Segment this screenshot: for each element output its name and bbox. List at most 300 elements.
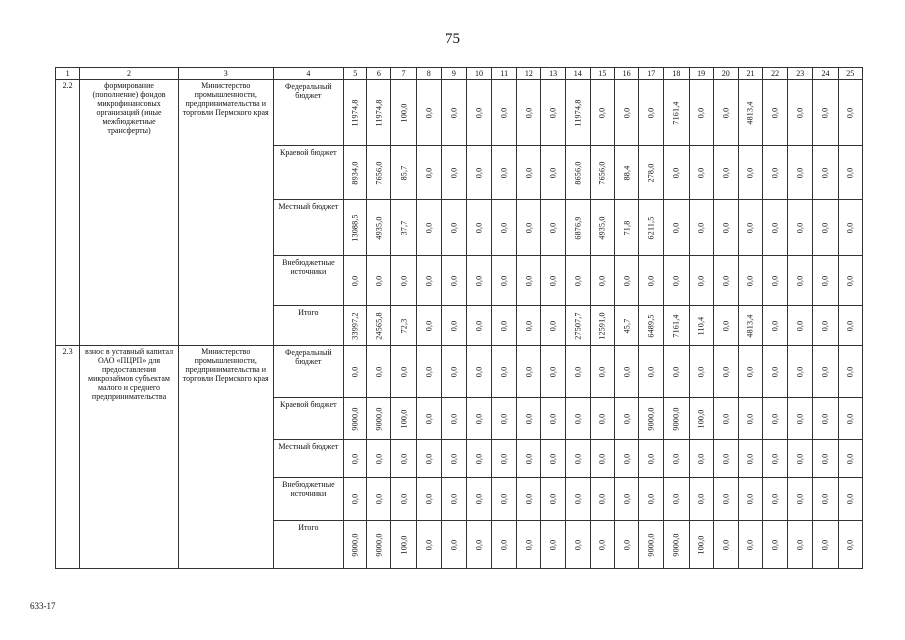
value-cell [466, 440, 491, 478]
cell-value: 0,0 [597, 107, 607, 118]
cell-value: 0,0 [597, 453, 607, 464]
cell-value: 0,0 [548, 107, 558, 118]
cell-value: 11974,8 [374, 98, 384, 127]
value-cell [639, 478, 664, 521]
cell-value: 0,0 [424, 493, 434, 505]
cell-value: 0,0 [770, 493, 780, 505]
value-cell [639, 256, 664, 306]
cell-value: 0,0 [449, 366, 459, 377]
cell-value: 100,0 [696, 409, 706, 428]
column-number: 16 [615, 68, 639, 80]
cell-value: 0,0 [820, 107, 830, 118]
cell-value: 0,0 [474, 107, 484, 118]
value-cell [367, 80, 391, 146]
value-cell [590, 306, 614, 346]
cell-value: 45,7 [622, 318, 632, 333]
value-cell [713, 346, 738, 398]
cell-value: 0,0 [573, 539, 583, 550]
cell-value: 8934,0 [350, 160, 360, 185]
value-cell [639, 440, 664, 478]
funding-source: Федеральный бюджет [273, 80, 344, 146]
column-number: 24 [813, 68, 838, 80]
cell-value: 0,0 [548, 413, 558, 424]
value-cell [441, 306, 466, 346]
cell-value: 0,0 [721, 413, 731, 424]
value-cell [517, 80, 541, 146]
column-number: 8 [416, 68, 441, 80]
value-cell [713, 256, 738, 306]
cell-value: 0,0 [820, 413, 830, 424]
value-cell [838, 478, 862, 521]
cell-value: 0,0 [721, 167, 731, 178]
cell-value: 0,0 [548, 320, 558, 331]
value-cell [615, 200, 639, 256]
value-cell [838, 146, 862, 200]
cell-value: 0,0 [622, 366, 632, 377]
value-cell [590, 200, 614, 256]
value-cell [838, 440, 862, 478]
value-cell [541, 478, 565, 521]
cell-value: 9000,0 [646, 406, 656, 431]
value-cell [590, 398, 614, 440]
cell-value: 0,0 [524, 453, 534, 464]
cell-value: 7656,0 [597, 160, 607, 185]
cell-value: 0,0 [524, 539, 534, 550]
value-cell [344, 440, 367, 478]
cell-value: 0,0 [350, 493, 360, 505]
value-cell [367, 478, 391, 521]
cell-value: 0,0 [795, 539, 805, 550]
value-cell [565, 521, 590, 569]
value-cell [344, 398, 367, 440]
cell-value: 4813,4 [745, 100, 755, 125]
cell-value: 0,0 [597, 539, 607, 550]
value-cell [615, 521, 639, 569]
cell-value: 0,0 [499, 275, 509, 286]
cell-value: 0,0 [424, 275, 434, 286]
cell-value: 88,4 [622, 165, 632, 180]
value-cell [391, 200, 416, 256]
cell-value: 0,0 [548, 453, 558, 464]
cell-value: 0,0 [795, 275, 805, 286]
value-cell [517, 440, 541, 478]
cell-value: 6489,5 [646, 313, 656, 338]
cell-value: 0,0 [795, 222, 805, 233]
value-cell [639, 80, 664, 146]
value-cell [416, 346, 441, 398]
cell-value: 0,0 [622, 493, 632, 505]
cell-value: 0,0 [671, 167, 681, 178]
value-cell [838, 346, 862, 398]
cell-value: 0,0 [646, 493, 656, 505]
value-cell [441, 200, 466, 256]
cell-value: 0,0 [820, 539, 830, 550]
value-cell [391, 146, 416, 200]
value-cell [813, 478, 838, 521]
cell-value: 0,0 [770, 453, 780, 464]
cell-value: 9000,0 [350, 406, 360, 431]
cell-value: 0,0 [696, 107, 706, 118]
value-cell [615, 398, 639, 440]
value-cell [813, 146, 838, 200]
cell-value: 100,0 [399, 103, 409, 122]
value-cell [466, 80, 491, 146]
value-cell [492, 521, 517, 569]
value-cell [367, 306, 391, 346]
value-cell [517, 200, 541, 256]
value-cell [615, 256, 639, 306]
cell-value: 0,0 [721, 222, 731, 233]
value-cell [615, 146, 639, 200]
value-cell [541, 80, 565, 146]
value-cell [615, 80, 639, 146]
cell-value: 0,0 [696, 167, 706, 178]
column-number: 22 [763, 68, 788, 80]
cell-value: 0,0 [573, 275, 583, 286]
value-cell [763, 146, 788, 200]
value-cell [689, 478, 713, 521]
value-cell [713, 478, 738, 521]
value-cell [344, 200, 367, 256]
cell-value: 0,0 [524, 366, 534, 377]
cell-value: 0,0 [820, 222, 830, 233]
cell-value: 0,0 [374, 366, 384, 377]
cell-value: 71,8 [622, 220, 632, 235]
cell-value: 0,0 [745, 275, 755, 286]
value-cell [813, 398, 838, 440]
cell-value: 0,0 [449, 493, 459, 505]
column-number: 14 [565, 68, 590, 80]
cell-value: 0,0 [671, 366, 681, 377]
value-cell [590, 478, 614, 521]
cell-value: 0,0 [745, 222, 755, 233]
cell-value: 0,0 [721, 107, 731, 118]
cell-value: 0,0 [474, 453, 484, 464]
cell-value: 0,0 [548, 167, 558, 178]
value-cell [664, 521, 689, 569]
cell-value: 9000,0 [350, 532, 360, 557]
cell-value: 0,0 [424, 453, 434, 464]
funding-source: Итого [273, 521, 344, 569]
cell-value: 0,0 [745, 413, 755, 424]
value-cell [788, 521, 813, 569]
cell-value: 0,0 [449, 413, 459, 424]
value-cell [689, 346, 713, 398]
funding-source: Итого [273, 306, 344, 346]
cell-value: 0,0 [499, 413, 509, 424]
value-cell [517, 146, 541, 200]
value-cell [713, 80, 738, 146]
cell-value: 0,0 [845, 222, 855, 233]
cell-value: 24565,8 [374, 311, 384, 340]
cell-value: 0,0 [721, 275, 731, 286]
value-cell [416, 80, 441, 146]
value-cell [813, 346, 838, 398]
value-cell [838, 306, 862, 346]
cell-value: 278,0 [646, 163, 656, 182]
cell-value: 0,0 [696, 366, 706, 377]
value-cell [492, 80, 517, 146]
cell-value: 0,0 [770, 539, 780, 550]
value-cell [713, 306, 738, 346]
value-cell [689, 521, 713, 569]
column-number: 4 [273, 68, 344, 80]
cell-value: 0,0 [573, 493, 583, 505]
cell-value: 0,0 [845, 493, 855, 505]
cell-value: 0,0 [524, 167, 534, 178]
value-cell [689, 80, 713, 146]
cell-value: 0,0 [399, 493, 409, 505]
value-cell [738, 146, 762, 200]
value-cell [713, 398, 738, 440]
cell-value: 110,4 [696, 316, 706, 335]
cell-value: 0,0 [449, 167, 459, 178]
cell-value: 9000,0 [374, 532, 384, 557]
value-cell [788, 256, 813, 306]
cell-value: 0,0 [449, 107, 459, 118]
value-cell [639, 200, 664, 256]
value-cell [763, 306, 788, 346]
cell-value: 0,0 [474, 493, 484, 505]
cell-value: 0,0 [524, 222, 534, 233]
value-cell [813, 440, 838, 478]
cell-value: 0,0 [399, 366, 409, 377]
cell-value: 0,0 [845, 453, 855, 464]
cell-value: 0,0 [795, 366, 805, 377]
cell-value: 0,0 [770, 107, 780, 118]
value-cell [416, 256, 441, 306]
value-cell [391, 346, 416, 398]
value-cell [738, 200, 762, 256]
value-cell [639, 521, 664, 569]
value-cell [664, 398, 689, 440]
cell-value: 0,0 [721, 453, 731, 464]
cell-value: 0,0 [745, 493, 755, 505]
cell-value: 0,0 [795, 493, 805, 505]
value-cell [466, 200, 491, 256]
value-cell [664, 440, 689, 478]
value-cell [441, 346, 466, 398]
cell-value: 0,0 [374, 453, 384, 464]
cell-value: 0,0 [449, 539, 459, 550]
value-cell [466, 521, 491, 569]
value-cell [565, 306, 590, 346]
value-cell [590, 440, 614, 478]
cell-value: 0,0 [573, 413, 583, 424]
value-cell [639, 346, 664, 398]
cell-value: 0,0 [622, 413, 632, 424]
value-cell [416, 398, 441, 440]
value-cell [689, 398, 713, 440]
cell-value: 0,0 [770, 222, 780, 233]
value-cell [565, 256, 590, 306]
value-cell [517, 398, 541, 440]
value-cell [541, 346, 565, 398]
value-cell [763, 256, 788, 306]
value-cell [788, 146, 813, 200]
column-number: 2 [80, 68, 179, 80]
value-cell [689, 200, 713, 256]
value-cell [492, 256, 517, 306]
cell-value: 0,0 [424, 107, 434, 118]
funding-source: Местный бюджет [273, 440, 344, 478]
cell-value: 0,0 [573, 366, 583, 377]
value-cell [565, 440, 590, 478]
value-cell [441, 478, 466, 521]
value-cell [738, 346, 762, 398]
value-cell [391, 440, 416, 478]
cell-value: 0,0 [745, 366, 755, 377]
value-cell [689, 146, 713, 200]
value-cell [344, 256, 367, 306]
cell-value: 0,0 [524, 413, 534, 424]
cell-value: 0,0 [721, 320, 731, 331]
value-cell [541, 521, 565, 569]
column-number: 15 [590, 68, 614, 80]
value-cell [492, 146, 517, 200]
cell-value: 9000,0 [671, 532, 681, 557]
cell-value: 100,0 [696, 535, 706, 554]
cell-value: 0,0 [597, 366, 607, 377]
page-number: 75 [445, 31, 460, 47]
cell-value: 0,0 [721, 493, 731, 505]
funding-source: Внебюджетные источники [273, 478, 344, 521]
value-cell [466, 306, 491, 346]
value-cell [664, 346, 689, 398]
column-number: 19 [689, 68, 713, 80]
value-cell [838, 256, 862, 306]
value-cell [664, 80, 689, 146]
value-cell [713, 440, 738, 478]
cell-value: 0,0 [499, 320, 509, 331]
column-number: 18 [664, 68, 689, 80]
cell-value: 0,0 [399, 453, 409, 464]
cell-value: 0,0 [820, 493, 830, 505]
value-cell [639, 306, 664, 346]
value-cell [416, 521, 441, 569]
cell-value: 0,0 [597, 413, 607, 424]
cell-value: 0,0 [499, 539, 509, 550]
value-cell [813, 80, 838, 146]
value-cell [788, 306, 813, 346]
cell-value: 7161,4 [671, 100, 681, 125]
value-cell [763, 80, 788, 146]
cell-value: 0,0 [597, 275, 607, 286]
cell-value: 0,0 [350, 275, 360, 286]
value-cell [838, 521, 862, 569]
cell-value: 0,0 [646, 453, 656, 464]
value-cell [416, 146, 441, 200]
value-cell [763, 398, 788, 440]
value-cell [565, 478, 590, 521]
cell-value: 0,0 [845, 366, 855, 377]
value-cell [813, 256, 838, 306]
cell-value: 0,0 [820, 366, 830, 377]
value-cell [590, 146, 614, 200]
cell-value: 0,0 [671, 222, 681, 233]
value-cell [738, 440, 762, 478]
funding-source: Местный бюджет [273, 200, 344, 256]
value-cell [367, 256, 391, 306]
table-row [56, 80, 863, 146]
value-cell [441, 146, 466, 200]
cell-value: 0,0 [820, 167, 830, 178]
funding-source: Федеральный бюджет [273, 346, 344, 398]
value-cell [713, 146, 738, 200]
value-cell [492, 346, 517, 398]
cell-value: 9000,0 [646, 532, 656, 557]
cell-value: 0,0 [424, 167, 434, 178]
value-cell [664, 478, 689, 521]
value-cell [492, 200, 517, 256]
column-number: 20 [713, 68, 738, 80]
value-cell [344, 80, 367, 146]
cell-value: 0,0 [499, 222, 509, 233]
cell-value: 27507,7 [573, 311, 583, 340]
value-cell [441, 256, 466, 306]
value-cell [541, 440, 565, 478]
value-cell [763, 478, 788, 521]
value-cell [763, 440, 788, 478]
value-cell [391, 306, 416, 346]
budget-table [55, 67, 863, 569]
column-number: 23 [788, 68, 813, 80]
value-cell [738, 306, 762, 346]
value-cell [590, 256, 614, 306]
value-cell [391, 398, 416, 440]
value-cell [565, 146, 590, 200]
value-cell [615, 306, 639, 346]
value-cell [517, 306, 541, 346]
cell-value: 0,0 [424, 539, 434, 550]
cell-value: 0,0 [524, 275, 534, 286]
funding-source: Краевой бюджет [273, 398, 344, 440]
value-cell [517, 346, 541, 398]
cell-value: 0,0 [424, 413, 434, 424]
cell-value: 0,0 [524, 493, 534, 505]
cell-value: 0,0 [745, 539, 755, 550]
item-executor: Министерство промышленности, предпринимательства и торговли Пермского края [178, 80, 273, 346]
cell-value: 0,0 [696, 493, 706, 505]
value-cell [838, 398, 862, 440]
cell-value: 0,0 [845, 275, 855, 286]
value-cell [738, 478, 762, 521]
value-cell [763, 521, 788, 569]
cell-value: 0,0 [548, 539, 558, 550]
value-cell [565, 200, 590, 256]
cell-value: 0,0 [646, 366, 656, 377]
value-cell [466, 478, 491, 521]
cell-value: 0,0 [671, 453, 681, 464]
value-cell [541, 146, 565, 200]
cell-value: 0,0 [524, 107, 534, 118]
value-cell [813, 200, 838, 256]
cell-value: 0,0 [622, 539, 632, 550]
value-cell [344, 146, 367, 200]
value-cell [763, 200, 788, 256]
cell-value: 0,0 [449, 453, 459, 464]
cell-value: 0,0 [548, 222, 558, 233]
cell-value: 0,0 [548, 366, 558, 377]
column-number: 9 [441, 68, 466, 80]
value-cell [441, 521, 466, 569]
value-cell [788, 440, 813, 478]
value-cell [689, 256, 713, 306]
cell-value: 0,0 [474, 222, 484, 233]
cell-value: 0,0 [646, 275, 656, 286]
value-cell [441, 440, 466, 478]
value-cell [738, 521, 762, 569]
